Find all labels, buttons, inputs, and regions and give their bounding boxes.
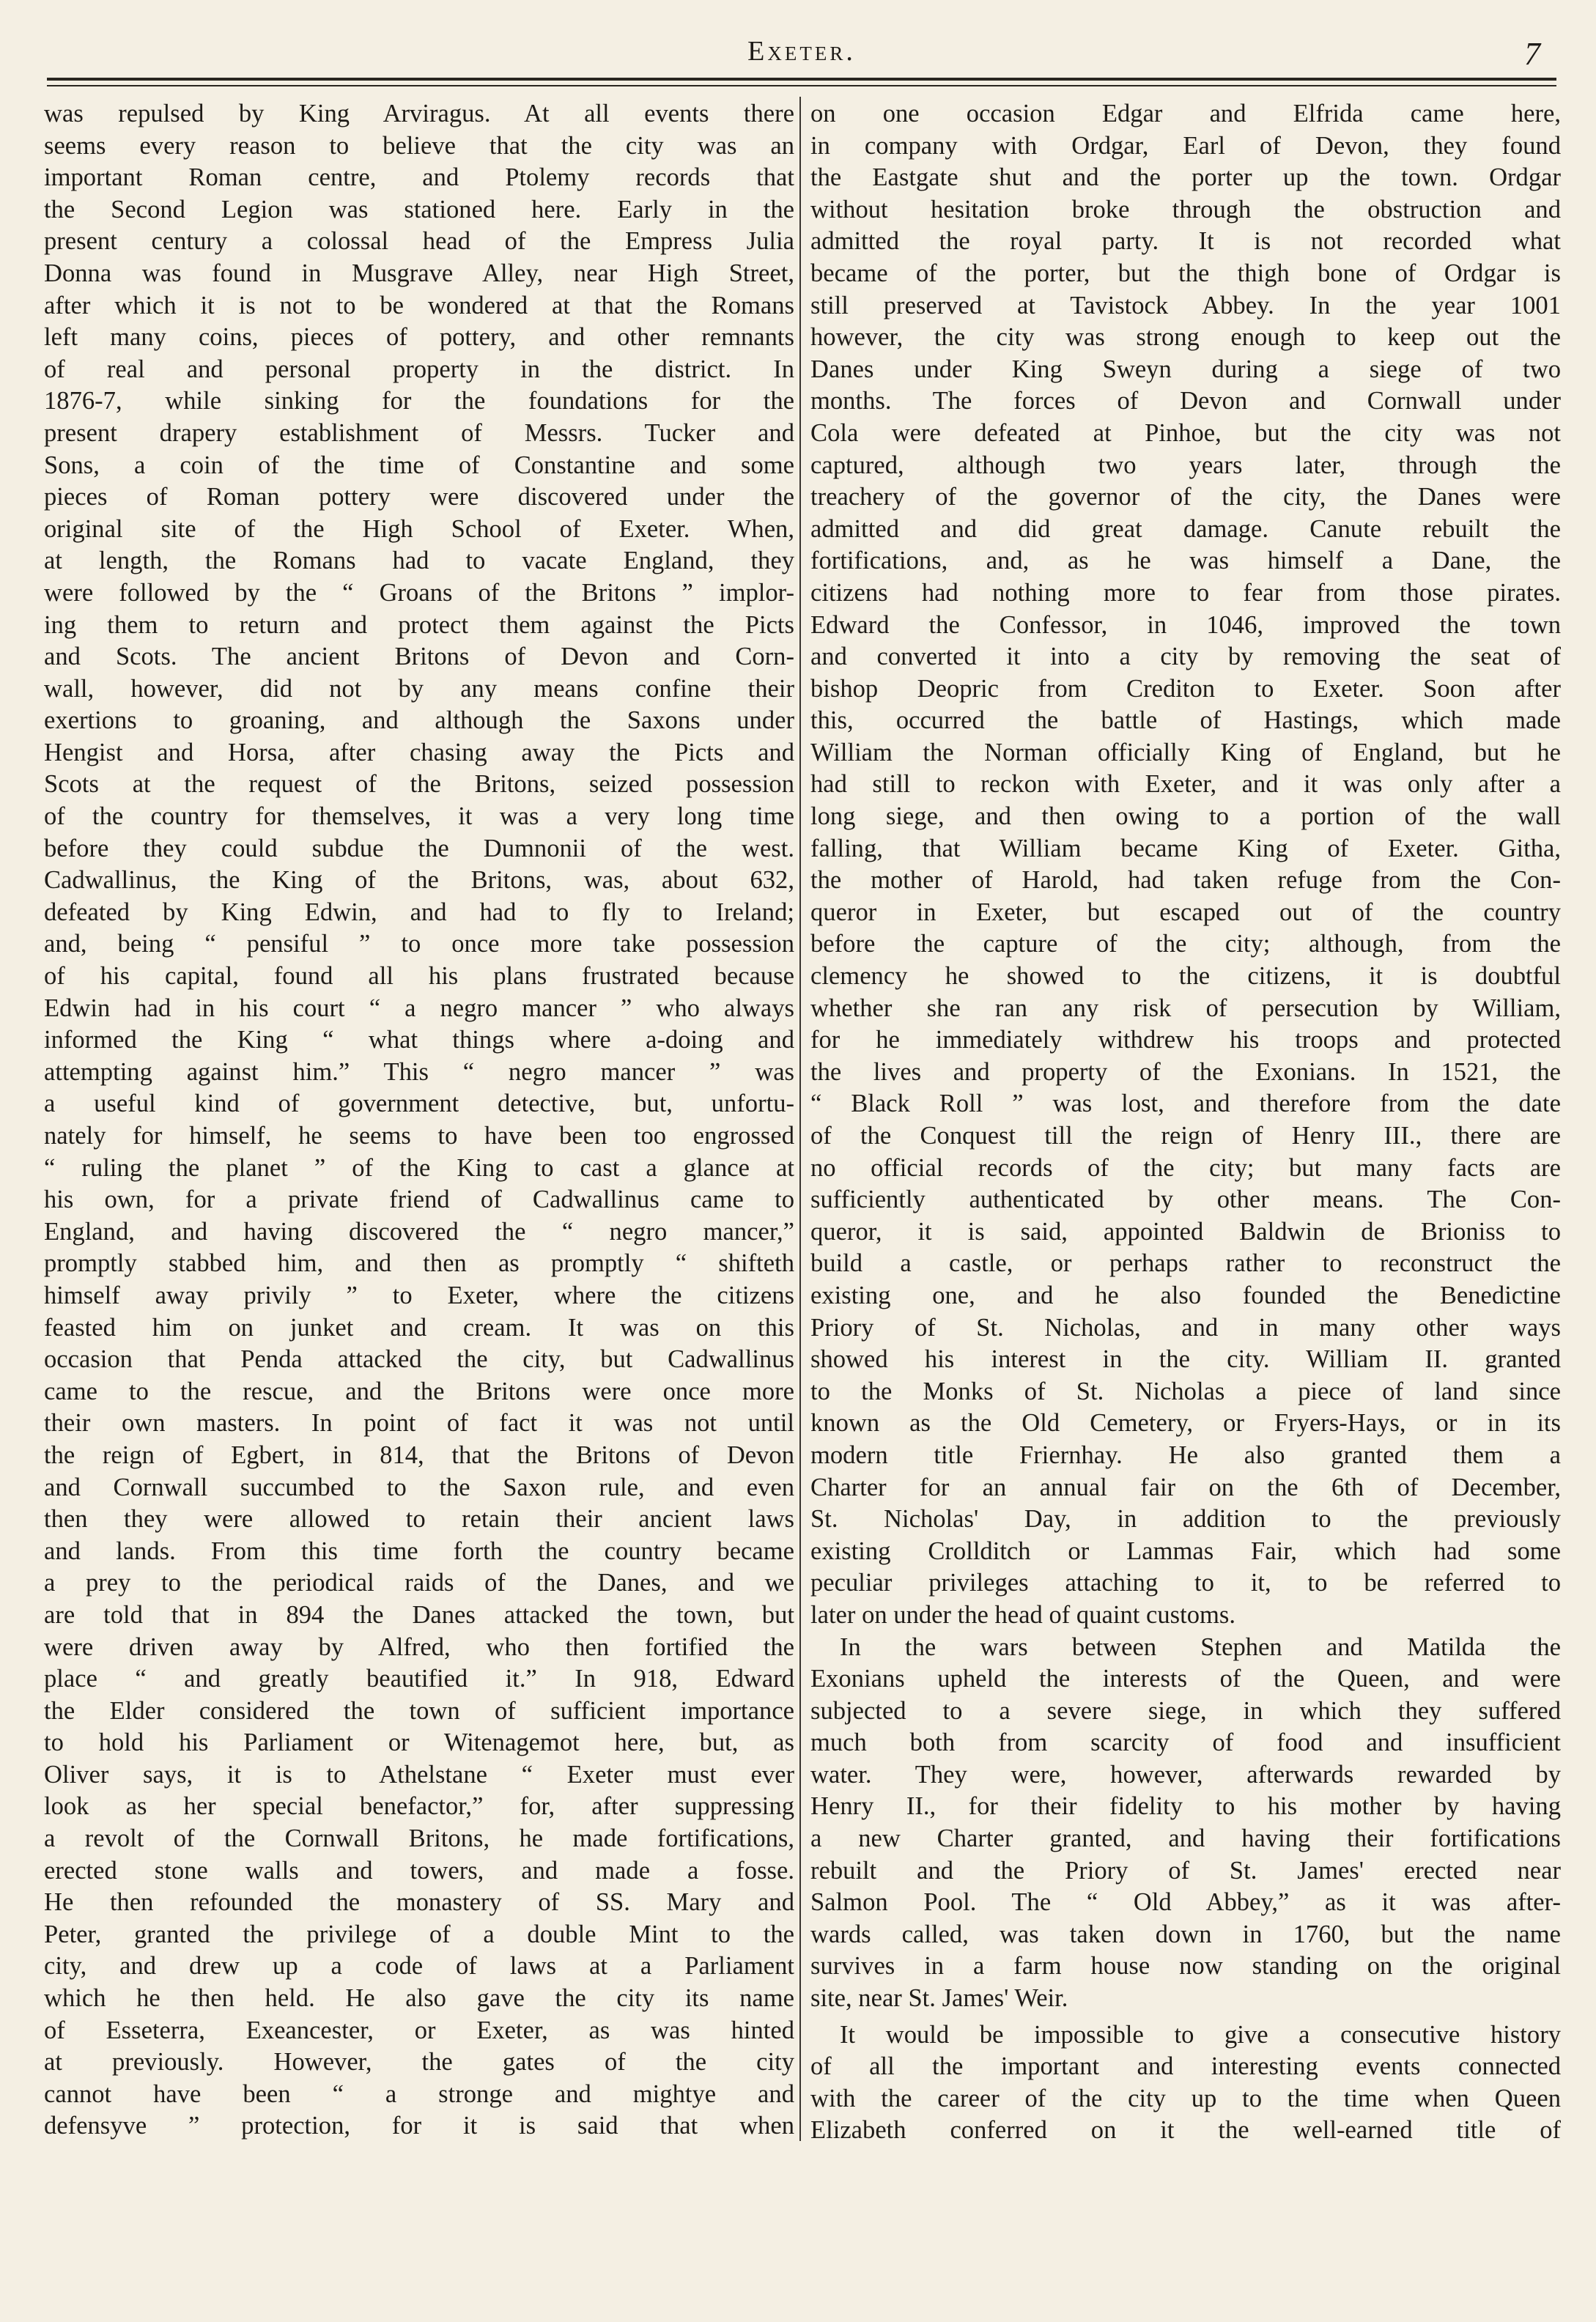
text-line: exertions to groaning, and although the Saxons under <box>44 706 794 735</box>
text-line: the Second Legion was stationed here. Early in the <box>44 195 794 223</box>
text-line: at length, the Romans had to vacate England, they <box>44 547 794 575</box>
text-line: informed the King “ what things where a-doing and <box>44 1026 794 1054</box>
text-line: queror in Exeter, but escaped out of the country <box>810 898 1561 926</box>
text-line: to hold his Parliament or Witenagemot here, but, as <box>44 1728 794 1757</box>
text-line: peculiar privileges attaching to it, to be referred to <box>810 1569 1561 1597</box>
text-line: nately for himself, he seems to have been too engrossed <box>44 1122 794 1150</box>
text-line: modern title Friernhay. He also granted them a <box>810 1441 1561 1469</box>
text-line: place “ and greatly beautified it.” In 918, Edward <box>44 1665 794 1693</box>
text-line: admitted and did great damage. Canute rebuilt the <box>810 514 1561 543</box>
text-line: In the wars between Stephen and Matilda the <box>840 1633 1561 1661</box>
text-line: Donna was found in Musgrave Alley, near High Street, <box>44 259 794 287</box>
text-line: long siege, and then owing to a portion of the wall <box>810 802 1561 831</box>
column-divider <box>799 97 801 2141</box>
text-line: much both from scarcity of food and insufficient <box>810 1728 1561 1757</box>
text-line: subjected to a severe siege, in which they suffered <box>810 1696 1561 1725</box>
text-line: the lives and property of the Exonians. In 1521, the <box>810 1057 1561 1086</box>
text-line: with the career of the city up to the time when Queen <box>810 2084 1561 2112</box>
text-line: feasted him on junket and cream. It was on this <box>44 1313 794 1342</box>
text-line: known as the Old Cemetery, or Fryers-Hays, or in its <box>810 1409 1561 1438</box>
text-line: existing one, and he also founded the Benedictine <box>810 1281 1561 1309</box>
text-line: Peter, granted the privilege of a double Mint to the <box>44 1920 794 1948</box>
running-header <box>47 31 1556 72</box>
header-rule-thin <box>47 85 1556 86</box>
text-line: existing Crollditch or Lammas Fair, which had some <box>810 1537 1561 1565</box>
text-line: Hengist and Horsa, after chasing away the Picts and <box>44 738 794 766</box>
text-line: important Roman centre, and Ptolemy records that <box>44 163 794 192</box>
text-line: water. They were, however, afterwards rewarded by <box>810 1760 1561 1789</box>
text-line: and, being “ pensiful ” to once more take possession <box>44 930 794 958</box>
text-line: citizens had nothing more to fear from those pirates. <box>810 578 1561 607</box>
text-line: himself away privily ” to Exeter, where the citizens <box>44 1281 794 1309</box>
text-line: rebuilt and the Priory of St. James' erected near <box>810 1856 1561 1885</box>
text-line: and Scots. The ancient Britons of Devon and Corn- <box>44 643 794 671</box>
text-line: this, occurred the battle of Hastings, which made <box>810 706 1561 735</box>
text-line: without hesitation broke through the obstruction and <box>810 195 1561 223</box>
text-line: for he immediately withdrew his troops and protected <box>810 1026 1561 1054</box>
text-line: and converted it into a city by removing the seat of <box>810 643 1561 671</box>
text-line: He then refounded the monastery of SS. Mary and <box>44 1888 794 1917</box>
text-line: was repulsed by King Arviragus. At all events there <box>44 100 794 127</box>
text-line: captured, although two years later, through the <box>810 451 1561 479</box>
text-line: defensyve ” protection, for it is said that when <box>44 2112 794 2140</box>
text-line: Charter for an annual fair on the 6th of December, <box>810 1473 1561 1501</box>
text-line: the mother of Harold, had taken refuge from the Con- <box>810 866 1561 895</box>
text-line: sufficiently authenticated by other means. The Con- <box>810 1186 1561 1214</box>
text-line: Edwin had in his court “ a negro mancer ” who always <box>44 994 794 1022</box>
text-line: wall, however, did not by any means confine their <box>44 674 794 703</box>
text-line: “ ruling the planet ” of the King to cast a glance at <box>44 1153 794 1182</box>
text-line: showed his interest in the city. William II. granted <box>810 1345 1561 1374</box>
text-line: whether she ran any risk of persecution by William, <box>810 994 1561 1022</box>
text-line: of the country for themselves, it was a very long time <box>44 802 794 831</box>
text-line: city, and drew up a code of laws at a Parliament <box>44 1952 794 1981</box>
text-line: William the Norman officially King of England, but he <box>810 738 1561 766</box>
text-line: 1876-7, while sinking for the foundations for the <box>44 387 794 415</box>
text-line: of his capital, found all his plans frustrated because <box>44 962 794 991</box>
text-line: Scots at the request of the Britons, seized possession <box>44 770 794 799</box>
text-line: It would be impossible to give a consecutive history <box>840 2020 1561 2049</box>
text-line: bishop Deopric from Crediton to Exeter. Soon after <box>810 674 1561 703</box>
page-number: 7 <box>1524 36 1540 72</box>
text-line: look as her special benefactor,” for, after suppressing <box>44 1792 794 1821</box>
text-line: present century a colossal head of the Empress Julia <box>44 227 794 256</box>
text-line: are told that in 894 the Danes attacked the town, but <box>44 1600 794 1629</box>
text-line: the Elder considered the town of sufficient importance <box>44 1696 794 1725</box>
text-line: no official records of the city; but many facts are <box>810 1153 1561 1182</box>
text-line: left many coins, pieces of pottery, and other remnants <box>44 323 794 352</box>
text-line: original site of the High School of Exeter. When, <box>44 514 794 543</box>
text-line: fortifications, and, as he was himself a Dane, the <box>810 547 1561 575</box>
text-line: of Esseterra, Exeancester, or Exeter, as was hinted <box>44 2016 794 2044</box>
text-line: falling, that William became King of Exeter. Githa, <box>810 834 1561 862</box>
text-line: promptly stabbed him, and then as promptly “ shifteth <box>44 1249 794 1278</box>
text-line: treachery of the governor of the city, the Danes were <box>810 483 1561 511</box>
text-line: after which it is not to be wondered at that the Romans <box>44 291 794 319</box>
text-line: Danes under King Sweyn during a siege of two <box>810 355 1561 383</box>
text-line: Cola were defeated at Pinhoe, but the city was not <box>810 418 1561 447</box>
text-line: England, and having discovered the “ negro mancer,” <box>44 1217 794 1246</box>
text-line: the reign of Egbert, in 814, that the Britons of Devon <box>44 1441 794 1469</box>
text-line: “ Black Roll ” was lost, and therefore from the date <box>810 1090 1561 1118</box>
text-line: admitted the royal party. It is not recorded what <box>810 227 1561 256</box>
text-line: then they were allowed to retain their ancient laws <box>44 1505 794 1534</box>
text-column-right <box>810 98 1561 2179</box>
text-line: before the capture of the city; although, from the <box>810 930 1561 958</box>
text-line: a useful kind of government detective, but, unfortu- <box>44 1090 794 1118</box>
text-line: in company with Ordgar, Earl of Devon, they found <box>810 131 1561 160</box>
text-line: defeated by King Edwin, and had to fly to Ireland; <box>44 898 794 926</box>
text-line: were followed by the “ Groans of the Britons ” implor- <box>44 578 794 607</box>
text-line: became of the porter, but the thigh bone of Ordgar is <box>810 259 1561 287</box>
text-line: at previously. However, the gates of the city <box>44 2048 794 2077</box>
text-line: Cadwallinus, the King of the Britons, was, about 632, <box>44 866 794 895</box>
text-line: erected stone walls and towers, and made a fosse. <box>44 1856 794 1885</box>
text-line: build a castle, or perhaps rather to reconstruct the <box>810 1249 1561 1278</box>
text-line: to the Monks of St. Nicholas a piece of land since <box>810 1377 1561 1405</box>
text-line: Exonians upheld the interests of the Queen, and were <box>810 1665 1561 1693</box>
text-line: which he then held. He also gave the city its name <box>44 1984 794 2013</box>
text-line: occasion that Penda attacked the city, but Cadwallinus <box>44 1345 794 1374</box>
text-line: on one occasion Edgar and Elfrida came here, <box>810 100 1561 127</box>
text-line: before they could subdue the Dumnonii of the west. <box>44 834 794 862</box>
text-line: a new Charter granted, and having their fortifications <box>810 1824 1561 1853</box>
text-line: the Eastgate shut and the porter up the town. Ordgar <box>810 163 1561 192</box>
page-title: Exeter. <box>747 36 856 67</box>
text-line: had still to reckon with Exeter, and it was only after a <box>810 770 1561 799</box>
text-line: pieces of Roman pottery were discovered under the <box>44 483 794 511</box>
text-line: of the Conquest till the reign of Henry III., there are <box>810 1122 1561 1150</box>
text-line: cannot have been “ a stronge and mightye and <box>44 2079 794 2108</box>
header-rule-thick <box>47 78 1556 81</box>
text-line: Elizabeth conferred on it the well-earned title of <box>810 2116 1561 2145</box>
text-line: a revolt of the Cornwall Britons, he made fortifications, <box>44 1824 794 1853</box>
text-line: site, near St. James' Weir. <box>810 1984 1068 2013</box>
text-line: and Cornwall succumbed to the Saxon rule, and even <box>44 1473 794 1501</box>
text-line: of real and personal property in the district. In <box>44 355 794 383</box>
text-line: Edward the Confessor, in 1046, improved the town <box>810 610 1561 639</box>
text-line: survives in a farm house now standing on the original <box>810 1952 1561 1981</box>
text-line: a prey to the periodical raids of the Danes, and we <box>44 1569 794 1597</box>
text-line: and lands. From this time forth the country became <box>44 1537 794 1565</box>
text-line: clemency he showed to the citizens, it is doubtful <box>810 962 1561 991</box>
text-line: wards called, was taken down in 1760, but the name <box>810 1920 1561 1948</box>
text-line: however, the city was strong enough to keep out the <box>810 323 1561 352</box>
text-line: came to the rescue, and the Britons were once more <box>44 1377 794 1405</box>
text-line: were driven away by Alfred, who then fortified the <box>44 1633 794 1661</box>
text-line: their own masters. In point of fact it was not until <box>44 1409 794 1438</box>
text-line: Oliver says, it is to Athelstane “ Exeter must ever <box>44 1760 794 1789</box>
text-line: later on under the head of quaint customs. <box>810 1600 1235 1629</box>
text-line: St. Nicholas' Day, in addition to the previously <box>810 1505 1561 1534</box>
text-line: Salmon Pool. The “ Old Abbey,” as it was after- <box>810 1888 1561 1917</box>
text-line: still preserved at Tavistock Abbey. In the year 1001 <box>810 291 1561 319</box>
text-line: of all the important and interesting events connected <box>810 2052 1561 2081</box>
text-line: his own, for a private friend of Cadwallinus came to <box>44 1186 794 1214</box>
text-line: ing them to return and protect them against the Picts <box>44 610 794 639</box>
text-column-left <box>44 98 794 2179</box>
text-line: Priory of St. Nicholas, and in many other ways <box>810 1313 1561 1342</box>
text-line: Sons, a coin of the time of Constantine and some <box>44 451 794 479</box>
text-line: present drapery establishment of Messrs. Tucker and <box>44 418 794 447</box>
text-line: Henry II., for their fidelity to his mother by having <box>810 1792 1561 1821</box>
text-line: months. The forces of Devon and Cornwall under <box>810 387 1561 415</box>
text-line: seems every reason to believe that the city was an <box>44 131 794 160</box>
text-line: queror, it is said, appointed Baldwin de Brioniss to <box>810 1217 1561 1246</box>
text-line: attempting against him.” This “ negro mancer ” was <box>44 1057 794 1086</box>
